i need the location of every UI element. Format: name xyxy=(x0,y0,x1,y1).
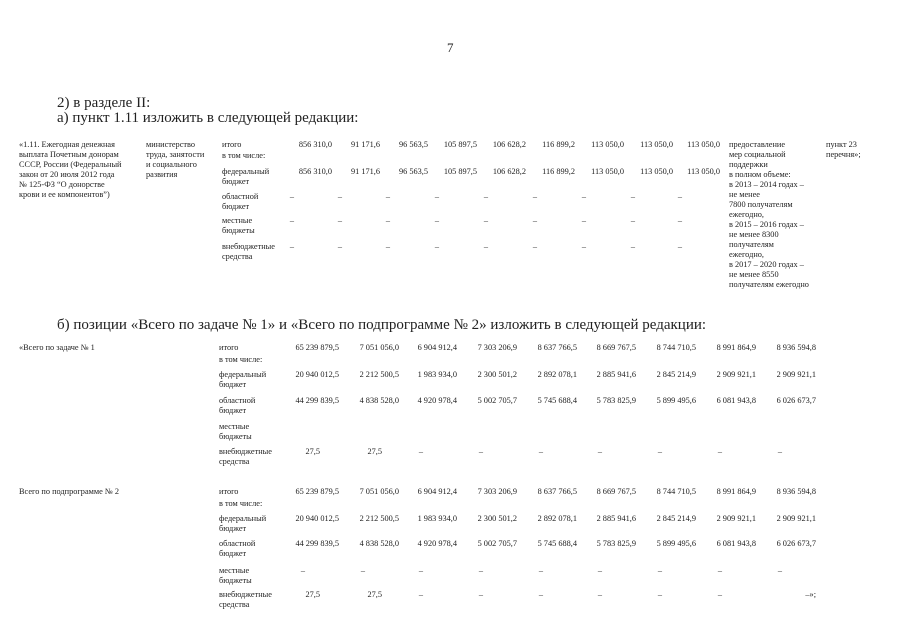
table1-cell: – xyxy=(581,192,587,201)
table2-row-label: в том числе: xyxy=(219,499,263,508)
table2-cell: – xyxy=(478,566,484,575)
table2-cell: 7 303 206,9 xyxy=(477,487,517,496)
table2-cell: 5 745 688,4 xyxy=(537,396,577,405)
table1-cell: – xyxy=(434,192,440,201)
table2-cell: – xyxy=(777,447,783,456)
table2-cell: 8 991 864,9 xyxy=(716,487,756,496)
table1-cell: – xyxy=(337,216,343,225)
table1-executor-text: и социального xyxy=(146,160,197,169)
table2-row-label: итого xyxy=(219,343,239,352)
table1-cell: 106 628,2 xyxy=(492,167,526,176)
table1-item-text: выплата Почетным донорам xyxy=(19,150,119,159)
table2-cell: 8 936 594,8 xyxy=(776,343,816,352)
table1-cell: 113 050,0 xyxy=(591,167,624,176)
table2-cell: – xyxy=(717,566,723,575)
table2-cell: – xyxy=(657,447,663,456)
table1-cell: 113 050,0 xyxy=(591,140,624,149)
table1-cell: – xyxy=(581,242,587,251)
table1-cell: 105 897,5 xyxy=(443,140,477,149)
table2-cell: 5 783 825,9 xyxy=(596,396,636,405)
table1-cell: – xyxy=(289,242,295,251)
table2-cell: 2 892 078,1 xyxy=(537,370,577,379)
table2-cell: 2 845 214,9 xyxy=(656,514,696,523)
table2-cell: – xyxy=(300,566,306,575)
table1-cell: 96 563,5 xyxy=(398,140,428,149)
table1-cell: – xyxy=(532,242,538,251)
table2-row-label: федеральный xyxy=(219,514,267,523)
table1-cell: 113 050,0 xyxy=(687,167,720,176)
table1-row-label: в том числе: xyxy=(222,151,266,160)
table1-result-text: ежегодно, xyxy=(729,210,764,219)
table2-cell: 4 838 528,0 xyxy=(359,396,399,405)
table2-row-label: бюджет xyxy=(219,524,247,533)
table2-cell: 2 909 921,1 xyxy=(716,514,756,523)
table2-row-label: областной xyxy=(219,539,256,548)
table1-cell: 96 563,5 xyxy=(398,167,428,176)
table2-cell: 44 299 839,5 xyxy=(295,396,339,405)
table2-cell: 6 026 673,7 xyxy=(776,539,816,548)
table2-cell: 2 909 921,1 xyxy=(776,514,816,523)
table2-cell: 5 783 825,9 xyxy=(596,539,636,548)
table2-cell: 7 051 056,0 xyxy=(359,343,399,352)
table2-cell: 2 885 941,6 xyxy=(596,370,636,379)
table2-cell: 20 940 012,5 xyxy=(295,514,339,523)
table2-cell: 27,5 xyxy=(305,447,320,456)
table2-cell: –»; xyxy=(805,590,816,599)
table1-result-text: в полном объеме: xyxy=(729,170,791,179)
table2-cell: 27,5 xyxy=(367,590,382,599)
table2-cell: 4 920 978,4 xyxy=(417,396,457,405)
table2-cell: 2 212 500,5 xyxy=(359,370,399,379)
table2-cell: – xyxy=(777,566,783,575)
table2-cell: 2 885 941,6 xyxy=(596,514,636,523)
table2-cell: 8 744 710,5 xyxy=(656,343,696,352)
table2-row-label: итого xyxy=(219,487,239,496)
table2-row-label: бюджет xyxy=(219,406,247,415)
table1-row-label: внебюджетные xyxy=(222,242,275,251)
table2-row-label: бюджет xyxy=(219,380,247,389)
table1-result-text: в 2015 – 2016 годах – xyxy=(729,220,804,229)
table2-row-label: средства xyxy=(219,600,250,609)
table2-cell: 8 936 594,8 xyxy=(776,487,816,496)
table1-cell: – xyxy=(337,242,343,251)
table1-cell: – xyxy=(677,242,683,251)
table1-result-text: получателям ежегодно xyxy=(729,280,809,289)
table2-cell: 2 909 921,1 xyxy=(716,370,756,379)
table2-row-label: в том числе: xyxy=(219,355,263,364)
table1-result-text: в 2013 – 2014 годах – xyxy=(729,180,804,189)
table2-cell: – xyxy=(597,590,603,599)
table1-cell: – xyxy=(385,192,391,201)
table2-cell: 5 745 688,4 xyxy=(537,539,577,548)
table1-item-text: СССР, России (Федеральный xyxy=(19,160,122,169)
table2-cell: 44 299 839,5 xyxy=(295,539,339,548)
table1-cell: 113 050,0 xyxy=(687,140,720,149)
table2-cell: 1 983 934,0 xyxy=(417,514,457,523)
table2-cell: – xyxy=(418,566,424,575)
table1-row-label: бюджет xyxy=(222,177,250,186)
table1-reference-text: пункт 23 xyxy=(826,140,857,149)
table1-executor-text: труда, занятости xyxy=(146,150,205,159)
table1-result-text: в 2017 – 2020 годах – xyxy=(729,260,804,269)
table2-cell: 8 669 767,5 xyxy=(596,343,636,352)
table2-cell: 8 637 766,5 xyxy=(537,343,577,352)
table2-cell: 7 303 206,9 xyxy=(477,343,517,352)
table1-cell: 113 050,0 xyxy=(640,167,673,176)
table1-executor-text: министерство xyxy=(146,140,196,149)
table1-cell: 856 310,0 xyxy=(298,167,332,176)
table2-cell: – xyxy=(418,447,424,456)
table2-cell: 7 051 056,0 xyxy=(359,487,399,496)
table2-row-label: внебюджетные xyxy=(219,447,272,456)
table1-cell: – xyxy=(677,192,683,201)
table2-cell: – xyxy=(538,566,544,575)
table1-row-label: бюджеты xyxy=(222,226,255,235)
table1-cell: – xyxy=(289,192,295,201)
item-b-heading: б) позиции «Всего по задаче № 1» и «Всего по подпрограмме № 2» изложить в следующей редакции: xyxy=(57,317,707,333)
table2-cell: 5 002 705,7 xyxy=(477,539,517,548)
table1-cell: – xyxy=(434,216,440,225)
table2-cell: 20 940 012,5 xyxy=(295,370,339,379)
table2-cell: – xyxy=(360,566,366,575)
table1-cell: – xyxy=(630,192,636,201)
table1-result-text: предоставление xyxy=(729,140,786,149)
table2-cell: – xyxy=(657,566,663,575)
table1-row-label: бюджет xyxy=(222,202,250,211)
table1-cell: – xyxy=(337,192,343,201)
table1-cell: – xyxy=(483,242,489,251)
table2-row-label: средства xyxy=(219,457,250,466)
table1-result-text: не менее xyxy=(729,190,760,199)
table1-cell: 91 171,6 xyxy=(350,167,380,176)
page-number: 7 xyxy=(447,40,454,55)
table1-executor-text: развития xyxy=(146,170,178,179)
table2-cell: – xyxy=(717,447,723,456)
table2-row-label: бюджет xyxy=(219,549,247,558)
table2-cell: – xyxy=(597,447,603,456)
table1-result-text: получателям xyxy=(729,240,774,249)
table1-cell: – xyxy=(385,216,391,225)
table1-cell: 113 050,0 xyxy=(640,140,673,149)
table1-cell: – xyxy=(581,216,587,225)
section-heading: 2) в разделе II: xyxy=(57,95,151,111)
table2-cell: 2 300 501,2 xyxy=(477,370,517,379)
table1-result-text: не менее 8300 xyxy=(729,230,779,239)
table1-cell: – xyxy=(289,216,295,225)
table2-cell: 4 920 978,4 xyxy=(417,539,457,548)
table2-cell: 2 892 078,1 xyxy=(537,514,577,523)
table1-cell: 91 171,6 xyxy=(350,140,380,149)
table2-cell: 6 904 912,4 xyxy=(417,343,457,352)
table2-row-label: бюджеты xyxy=(219,576,252,585)
table2-cell: – xyxy=(538,447,544,456)
table2-cell: 27,5 xyxy=(367,447,382,456)
table1-cell: – xyxy=(434,242,440,251)
table2-cell: – xyxy=(478,447,484,456)
table2-cell: 8 991 864,9 xyxy=(716,343,756,352)
table2-cell: 27,5 xyxy=(305,590,320,599)
table1-cell: – xyxy=(630,242,636,251)
table2-cell: 6 081 943,8 xyxy=(716,539,756,548)
table2-cell: 65 239 879,5 xyxy=(295,343,339,352)
table2-cell: – xyxy=(597,566,603,575)
table1-row-label: итого xyxy=(222,140,242,149)
table2-block-title: «Всего по задаче № 1 xyxy=(19,343,95,352)
table1-cell: 105 897,5 xyxy=(443,167,477,176)
table2-cell: 5 002 705,7 xyxy=(477,396,517,405)
table2-cell: 2 300 501,2 xyxy=(477,514,517,523)
table1-row-label: средства xyxy=(222,252,253,261)
table2-cell: 5 899 495,6 xyxy=(656,539,696,548)
table1-cell: – xyxy=(630,216,636,225)
table2-cell: 1 983 934,0 xyxy=(417,370,457,379)
table1-reference-text: перечня»; xyxy=(826,150,861,159)
table1-cell: – xyxy=(385,242,391,251)
table1-item-text: «1.11. Ежегодная денежная xyxy=(19,140,115,149)
table2-cell: 65 239 879,5 xyxy=(295,487,339,496)
table2-row-label: местные xyxy=(219,566,250,575)
table2-row-label: федеральный xyxy=(219,370,267,379)
table2-cell: 8 637 766,5 xyxy=(537,487,577,496)
table2-row-label: местные xyxy=(219,422,250,431)
table1-item-text: № 125-ФЗ “О донорстве xyxy=(19,180,105,189)
table1-cell: 116 899,2 xyxy=(542,167,575,176)
table2-row-label: внебюджетные xyxy=(219,590,272,599)
table2-cell: 8 669 767,5 xyxy=(596,487,636,496)
table1-cell: 856 310,0 xyxy=(298,140,332,149)
item-a-heading: а) пункт 1.11 изложить в следующей редакции: xyxy=(57,110,359,126)
table1-cell: – xyxy=(483,192,489,201)
table2-cell: 6 904 912,4 xyxy=(417,487,457,496)
table1-result-text: мер социальной xyxy=(729,150,786,159)
table2-row-label: областной xyxy=(219,396,256,405)
table1-result-text: 7800 получателям xyxy=(729,200,793,209)
table1-cell: – xyxy=(532,192,538,201)
table2-cell: – xyxy=(538,590,544,599)
table1-cell: 106 628,2 xyxy=(492,140,526,149)
table1-item-text: закон от 20 июля 2012 года xyxy=(19,170,115,179)
table2-block-title: Всего по подпрограмме № 2 xyxy=(19,487,120,496)
table2-cell: 2 845 214,9 xyxy=(656,370,696,379)
table2-cell: 6 081 943,8 xyxy=(716,396,756,405)
table2-cell: – xyxy=(478,590,484,599)
table1-cell: – xyxy=(532,216,538,225)
table1-cell: 116 899,2 xyxy=(542,140,575,149)
table1-result-text: ежегодно, xyxy=(729,250,764,259)
table2-cell: – xyxy=(657,590,663,599)
table2-cell: 6 026 673,7 xyxy=(776,396,816,405)
table2-cell: 4 838 528,0 xyxy=(359,539,399,548)
table2-cell: 8 744 710,5 xyxy=(656,487,696,496)
table2-cell: 2 909 921,1 xyxy=(776,370,816,379)
table2-cell: 2 212 500,5 xyxy=(359,514,399,523)
table1-cell: – xyxy=(483,216,489,225)
table1-result-text: не менее 8550 xyxy=(729,270,779,279)
table1-row-label: федеральный xyxy=(222,167,270,176)
table1-row-label: местные xyxy=(222,216,253,225)
table2-cell: – xyxy=(717,590,723,599)
table1-item-text: крови и ее компонентов”) xyxy=(19,190,110,199)
table2-cell: 5 899 495,6 xyxy=(656,396,696,405)
table1-result-text: поддержки xyxy=(729,160,768,169)
table2-cell: – xyxy=(418,590,424,599)
table1-cell: – xyxy=(677,216,683,225)
table2-row-label: бюджеты xyxy=(219,432,252,441)
table1-row-label: областной xyxy=(222,192,259,201)
